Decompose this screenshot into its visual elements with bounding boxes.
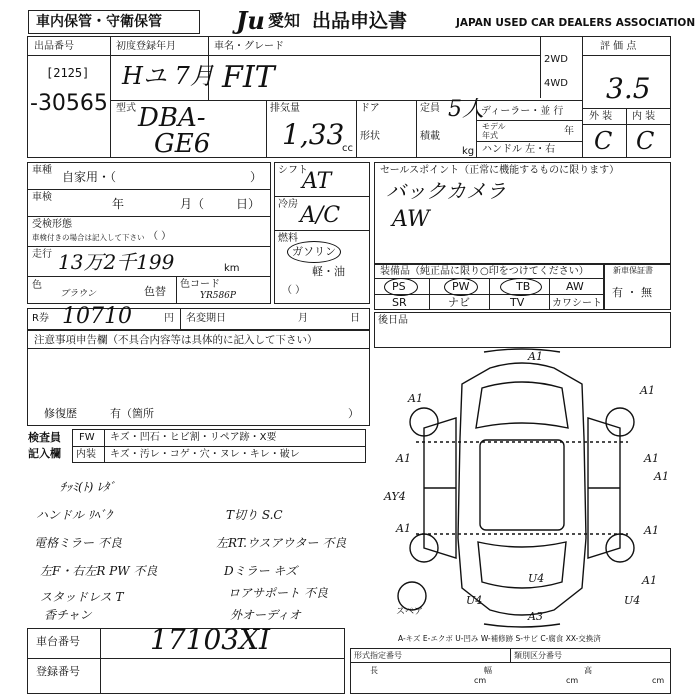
equip-tv: TV [510, 296, 525, 309]
lot-number: -30565 [30, 91, 108, 116]
sales-points-line2: AW [392, 207, 430, 232]
inspector-note-2: ハンドル ﾘﾍﾞｸ [36, 508, 112, 522]
exterior-value: C [594, 127, 613, 155]
type-close: ） [250, 170, 263, 184]
diagram-mark-front: A1 [528, 350, 543, 363]
equip-seat: カワシート [552, 298, 602, 309]
interior-value: C [636, 127, 655, 155]
form-type-label: 形式指定番号 [354, 651, 402, 660]
equip-ps: PS [392, 280, 406, 293]
color-label: 色 [32, 280, 42, 291]
inspector-note-4: 左F・右左R PW 不良 [40, 564, 158, 578]
r-value: 10710 [62, 304, 132, 329]
diagram-mark-ml: A1 [396, 452, 411, 465]
diagram-mark-rear-3: U4 [624, 594, 641, 607]
name-label: 車名・グレード [214, 41, 284, 52]
model-year-label-2: 年式 [482, 131, 498, 140]
type-label: 車種 [32, 165, 52, 176]
lot-label: 出品番号 [34, 41, 74, 52]
kg-unit: kg [462, 146, 475, 157]
type-value: 自家用・（ [62, 170, 117, 184]
receive-note: 車検付きの場合は記入して下さい [32, 233, 145, 242]
width-unit: cm [566, 676, 579, 685]
diagram-mark-side: AY4 [384, 490, 406, 503]
first-reg-value: Hユ 7月 [122, 62, 214, 90]
equip-navi: ナビ [448, 296, 470, 309]
diagram-mark-rr2: A1 [642, 574, 657, 587]
height-unit: cm [652, 676, 665, 685]
inspector-note-right-3: Dミラー キズ [224, 564, 298, 578]
deadline-label: 名変期日 [186, 313, 226, 324]
equipment-label: 装備品（純正品に限り○印をつけてください） [380, 266, 589, 277]
first-reg-label: 初度登録年月 [116, 41, 176, 52]
receive-paren: （ ） [148, 231, 172, 242]
equip-pw-circle [444, 278, 478, 296]
km-unit: km [224, 263, 240, 274]
inspector-label-2: 記入欄 [28, 447, 61, 460]
capacity-value: 5人 [448, 97, 484, 122]
drive-4wd: 4WD [544, 78, 568, 89]
later-items-label: 後日品 [378, 315, 408, 326]
storage-badge-text: 車内保管・守衛保管 [36, 14, 162, 30]
equip-tb: TB [516, 280, 531, 293]
logo-region: 愛知 [268, 11, 301, 30]
repair-label: 修復歴 [44, 407, 77, 420]
equip-aw: AW [566, 280, 584, 293]
exterior-label: 外 装 [589, 111, 613, 122]
inspector-label-1: 検査員 [28, 431, 61, 444]
dealer-label: ディーラー・並 行 [481, 106, 564, 117]
new-car-label: 新車保証書 [613, 266, 653, 275]
association-name: JAPAN USED CAR DEALERS ASSOCIATION [456, 17, 696, 29]
equip-tb-circle [500, 278, 542, 296]
diagram-mark-bumper: A3 [528, 610, 543, 623]
interior-label: 内 装 [632, 111, 656, 122]
later-items-section [374, 312, 671, 348]
inspection-day: 日） [236, 197, 261, 211]
notice-label: 注意事項申告欄（不具合内容等は具体的に記入して下さい） [34, 334, 318, 346]
name-value: FIT [222, 60, 275, 95]
inspection-year: 年 [112, 197, 125, 211]
diagram-mark-rear-2: U4 [466, 594, 483, 607]
equip-ps-circle [384, 278, 418, 296]
lot-code: [2125] [46, 66, 90, 80]
inspection-month: 月（ [180, 197, 205, 211]
sales-points-label: セールスポイント（正常に機能するものに限ります） [380, 165, 620, 176]
fuel-light: 軽・油 [312, 265, 345, 278]
inspector-note-right-4: ロアサポート 不良 [228, 586, 328, 600]
equip-pw: PW [452, 280, 470, 293]
color-code-label: 色コード [180, 279, 220, 290]
sales-points-line1: バックカメラ [386, 179, 506, 203]
mileage-label: 走行 [32, 249, 52, 260]
ac-label: 冷房 [278, 199, 298, 210]
inspector-note-right-5: 外オーディオ [230, 608, 302, 622]
inspector-note-right-1: T切り S.C [226, 508, 283, 522]
rating-score: 3.5 [606, 72, 651, 105]
displacement-value: 1,33 [282, 118, 345, 151]
model-value-line1: DBA- [138, 103, 206, 133]
equip-sr: SR [392, 296, 407, 309]
diagram-legend: A-キズ E-エクボ U-凹み W-補修跡 S-サビ C-腐食 XX-交換済 [398, 634, 601, 643]
rating-label: 評 価 点 [600, 41, 637, 52]
receive-label: 受検形態 [32, 219, 72, 230]
length-unit: cm [474, 676, 487, 685]
length-label: 長 [370, 666, 378, 675]
cc-unit: cc [342, 143, 353, 154]
form-category-label: 類別区分番号 [514, 651, 562, 660]
model-label: 型式 [116, 103, 136, 114]
interior-inspection-label: 内装 [76, 449, 96, 460]
repair-value: 有（箇所 [110, 407, 154, 420]
load-label: 積載 [420, 131, 440, 142]
logo-brand: Ju [236, 6, 265, 35]
diagram-mark-mr: A1 [644, 452, 659, 465]
model-year-label-1: モデル [482, 122, 506, 131]
fw-items: キズ・凹石・ヒビ割・リペア跡・X要 [110, 432, 277, 443]
displacement-label: 排気量 [270, 103, 300, 114]
inspector-note-1: ﾁｯﾐ(ﾄ) ﾚﾀﾞ [60, 480, 116, 494]
color-change-label: 色替 [144, 285, 166, 298]
handle-label: ハンドル 左・右 [482, 144, 556, 155]
new-car-value: 有 ・ 無 [612, 286, 652, 299]
repair-close: ） [348, 407, 359, 420]
diagram-mark-rl: A1 [396, 522, 411, 535]
diagram-mark-mr2: A1 [654, 470, 669, 483]
spare-label: スペア [396, 607, 424, 617]
inspection-label: 車検 [32, 192, 52, 203]
inspector-note-right-2: 左RT.ウスアウター 不良 [216, 536, 347, 550]
diagram-mark-fr: A1 [640, 384, 655, 397]
year-unit: 年 [564, 126, 574, 137]
shape-label: 形状 [360, 131, 380, 142]
capacity-label: 定員 [420, 103, 440, 114]
car-condition-diagram [372, 348, 672, 630]
inspector-note-5: スタッドレス T [40, 590, 124, 604]
chassis-label: 車台番号 [36, 635, 80, 648]
mileage-value: 13万2千199 [58, 250, 175, 274]
chassis-value: 17103XI [150, 623, 271, 656]
model-value-line2: GE6 [154, 129, 211, 159]
fuel-label: 燃料 [278, 233, 298, 244]
fuel-circle-mark [287, 241, 341, 263]
fuel-value: ガソリン [292, 245, 336, 258]
inspector-note-3: 電格ミラー 不良 [34, 536, 122, 550]
door-label: ドア [360, 103, 380, 114]
fw-label: FW [79, 432, 95, 443]
shift-value: AT [302, 169, 332, 194]
ac-value: A/C [300, 203, 341, 228]
deadline-month: 月 [298, 313, 308, 324]
diagram-mark-fl: A1 [408, 392, 423, 405]
r-label: R券 [32, 313, 49, 324]
interior-inspection-items: キズ・汚レ・コゲ・穴・ヌレ・キレ・破レ [110, 449, 300, 460]
drive-2wd: 2WD [544, 54, 568, 65]
width-label: 幅 [484, 666, 492, 675]
registration-label: 登録番号 [36, 665, 80, 678]
color-value: ブラウン [60, 289, 97, 299]
inspector-note-6: 香チャン [44, 608, 92, 622]
form-title: 出品申込書 [312, 10, 408, 32]
diagram-mark-rear-1: U4 [528, 572, 545, 585]
deadline-day: 日 [350, 313, 360, 324]
color-code-value: YR586P [200, 291, 236, 301]
fuel-paren: （ ） [282, 285, 306, 296]
diagram-mark-rr: A1 [644, 524, 659, 537]
height-label: 高 [584, 666, 592, 675]
yen-unit: 円 [164, 313, 174, 324]
shift-label: シフト [278, 165, 308, 176]
